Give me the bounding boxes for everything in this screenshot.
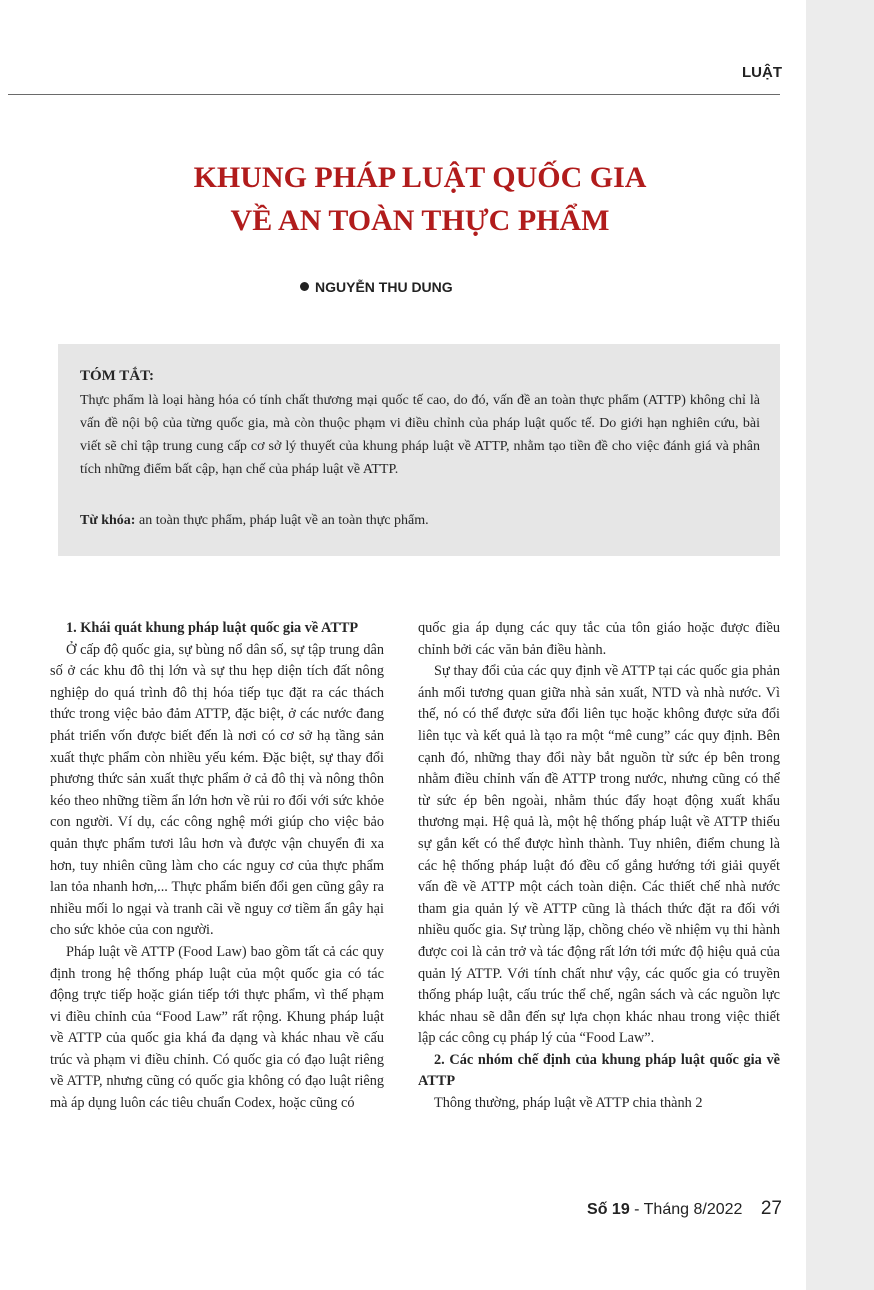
section-tag: LUẬT bbox=[742, 64, 782, 81]
page-number: 27 bbox=[760, 1198, 782, 1219]
title-line-2: VỀ AN TOÀN THỰC PHẨM bbox=[230, 204, 610, 237]
abstract-heading: TÓM TẮT: bbox=[80, 368, 155, 384]
body-column-right bbox=[418, 618, 780, 1115]
paragraph: Pháp luật về ATTP (Food Law) bao gồm tất cả các quy định trong hệ thống pháp luật của một quốc gia có tác động trực tiếp hoặc gián tiếp tới thực phẩm, vì thế phạm vi điều chỉnh của “Food Law” rất rộng. Khung pháp luật về ATTP của quốc gia khá đa dạng và khác nhau về cấu trúc và phạm vi điều chỉnh. Có quốc gia có đạo luật riêng về ATTP, nhưng cũng có quốc gia không có đạo luật riêng mà áp dụng luôn các tiêu chuẩn Codex, hoặc cũng có bbox=[50, 943, 384, 1112]
article-title bbox=[60, 156, 780, 242]
header-rule bbox=[8, 94, 780, 95]
title-line-1: KHUNG PHÁP LUẬT QUỐC GIA bbox=[193, 161, 647, 194]
paragraph: Ở cấp độ quốc gia, sự bùng nổ dân số, sự tập trung dân số ở các khu đô thị lớn và sự thu hẹp diện tích đất nông nghiệp do quá trình đô thị hóa tiếp tục đặt ra các thách thức trong việc bảo đảm ATTP, đặc biệt, ở các nước đang phát triển vốn được biết đến là nơi có cơ sở hạ tầng sản xuất thực phẩm còn nhiều yếu kém. Đặc biệt, sự thay đổi phương thức sản xuất thực phẩm ở cả đô thị và nông thôn kéo theo những tiềm ẩn lớn hơn về rủi ro đối với sức khỏe con người. Ví dụ, các công nghệ mới giúp cho việc bảo quản thực phẩm tươi lâu hơn và được vận chuyển đi xa hơn, tuy nhiên cũng làm cho các nguy cơ của thực phẩm lan tỏa nhanh hơn,... Thực phẩm biến đổi gen cũng gây ra nhiều mối lo ngại và tranh cãi về nguy cơ tiềm ẩn gây hại cho sức khỏe của con người. bbox=[50, 641, 384, 939]
section-heading-1: 1. Khái quát khung pháp luật quốc gia về ATTP bbox=[66, 620, 359, 636]
page-edge-strip bbox=[806, 0, 874, 1290]
page-footer bbox=[560, 1198, 782, 1220]
paragraph: Thông thường, pháp luật về ATTP chia thành 2 bbox=[434, 1095, 703, 1112]
section-heading-2: 2. Các nhóm chế định của khung pháp luật quốc gia về ATTP bbox=[418, 1051, 780, 1090]
keywords-label: Từ khóa: bbox=[80, 513, 136, 528]
keywords-text: an toàn thực phẩm, pháp luật về an toàn thực phẩm. bbox=[135, 513, 429, 528]
paragraph: quốc gia áp dụng các quy tắc của tôn giáo hoặc được điều chỉnh bởi các văn bản điều hành. bbox=[418, 620, 780, 658]
issue-number: 19 bbox=[611, 1201, 630, 1218]
author-name: NGUYỄN THU DUNG bbox=[315, 279, 453, 295]
abstract-text: Thực phẩm là loại hàng hóa có tính chất thương mại quốc tế cao, do đó, vấn đề an toàn thực phẩm (ATTP) không chỉ là vấn đề nội bộ của từng quốc gia, mà còn thuộc phạm vi điều chỉnh của pháp luật quốc tế. Do giới hạn nghiên cứu, bài viết sẽ chỉ tập trung cung cấp cơ sở lý thuyết của khung pháp luật về ATTP, nhằm tạo tiền đề cho việc đánh giá và phân tích những điểm bất cập, hạn chế của pháp luật về ATTP. bbox=[80, 393, 760, 477]
issue-date: - Tháng 8/2022 bbox=[634, 1201, 743, 1218]
issue-prefix: Số bbox=[587, 1201, 608, 1218]
body-column-left bbox=[50, 618, 384, 1115]
abstract-keywords bbox=[80, 509, 760, 532]
author-byline bbox=[300, 279, 540, 295]
bullet-icon bbox=[300, 282, 309, 291]
paragraph: Sự thay đổi của các quy định về ATTP tại các quốc gia phản ánh mối tương quan giữa nhà sản xuất, NTD và nhà nước. Vì thế, nó có thể được sửa đổi liên tục hoặc không được sửa đổi liên tục và kết quả là tạo ra một “mê cung” các quy định. Bên cạnh đó, những thay đổi này bắt nguồn từ sức ép bên trong nhằm điều chỉnh vấn đề ATTP trong nước, nhưng cũng có thể từ sức ép bên ngoài, nhằm thúc đẩy hoạt động xuất khẩu thương mại. Hệ quả là, một hệ thống pháp luật về ATTP thiếu sự gắn kết có thể được hình thành. Tuy nhiên, điểm chung là các hệ thống pháp luật đó đều cố gắng hướng tới giải quyết vấn đề về ATTP một cách toàn diện. Các thiết chế nhà nước tham gia quản lý về ATTP cũng là thách thức đặt ra đối với nhiều quốc gia. Sự trùng lặp, chồng chéo về nhiệm vụ thi hành được coi là cản trở và tác động rất lớn tới mức độ hiệu quả của quản lý ATTP. Với tính chất như vậy, các quốc gia có truyền thống pháp luật, cấu trúc thể chế, ngân sách và các nguồn lực khác nhau sẽ dẫn đến sự lựa chọn khác nhau trong việc thiết lập các công cụ pháp lý của “Food Law”. bbox=[418, 663, 780, 1047]
